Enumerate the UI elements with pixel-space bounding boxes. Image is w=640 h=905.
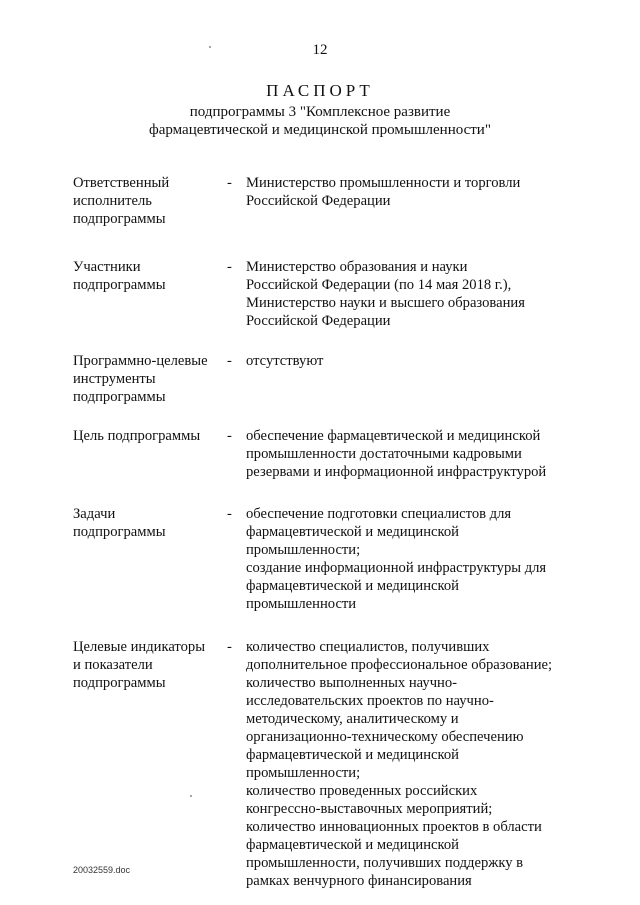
row-label: [73, 258, 223, 294]
value-line: Российской Федерации: [246, 313, 391, 329]
passport-row-indicators: [73, 638, 573, 890]
value-line: Министерство образования и науки: [246, 259, 468, 275]
label-line: Задачи: [73, 506, 116, 522]
value-line: Министерство промышленности и торговли: [246, 175, 521, 191]
row-value: [246, 352, 573, 406]
row-value: [246, 174, 573, 228]
passport-row-goal: [73, 427, 573, 481]
scan-speck: [209, 46, 211, 48]
row-dash: -: [227, 259, 232, 275]
row-label: [73, 505, 223, 541]
row-dash: -: [227, 639, 232, 655]
value-line: отсутствуют: [246, 353, 324, 369]
value-line: количество выполненных научно-: [246, 675, 458, 691]
value-line: создание информационной инфраструктуры для: [246, 560, 547, 576]
passport-table: [73, 174, 573, 890]
label-line: Цель подпрограммы: [73, 428, 201, 444]
value-line: промышленности: [246, 596, 357, 612]
value-line: фармацевтической и медицинской: [246, 524, 459, 540]
row-label: [73, 174, 223, 228]
value-line: Министерство науки и высшего образования: [246, 295, 525, 311]
value-line: промышленности;: [246, 765, 361, 781]
value-line: промышленности;: [246, 542, 361, 558]
value-line: обеспечение подготовки специалистов для: [246, 506, 512, 522]
value-line: обеспечение фармацевтической и медицинской: [246, 428, 541, 444]
file-code: 20032559.doc: [73, 865, 131, 875]
value-spacer: [246, 388, 573, 406]
label-line: подпрограммы: [73, 389, 166, 405]
value-line: промышленности, получивших поддержку в: [246, 855, 524, 871]
value-line: рамках венчурного финансирования: [246, 873, 472, 889]
value-spacer: [246, 370, 573, 388]
subtitle-line: фармацевтической и медицинской промышленности": [149, 122, 491, 138]
value-line: Российской Федерации: [246, 193, 391, 209]
value-line: количество специалистов, получивших: [246, 639, 490, 655]
label-line: Ответственный: [73, 175, 170, 191]
value-line: фармацевтической и медицинской: [246, 747, 459, 763]
row-label: [73, 352, 223, 406]
passport-row-program-tools: [73, 352, 573, 406]
scan-speck: [190, 795, 192, 797]
value-line: количество инновационных проектов в области: [246, 819, 542, 835]
label-line: подпрограммы: [73, 675, 166, 691]
document-title: ПАСПОРТ: [266, 81, 374, 100]
value-line: промышленности достаточными кадровыми: [246, 446, 522, 462]
row-dash: -: [227, 428, 232, 444]
row-dash: -: [227, 353, 232, 369]
passport-row-participants: [73, 258, 573, 330]
label-line: и показатели: [73, 657, 153, 673]
value-line: резервами и информационной инфраструктурой: [246, 464, 547, 480]
label-line: Программно-целевые: [73, 353, 208, 369]
row-label: [73, 638, 223, 692]
value-line: конгрессно-выставочных мероприятий;: [246, 801, 493, 817]
row-value: [246, 258, 573, 330]
label-line: Целевые индикаторы: [73, 639, 206, 655]
label-line: исполнитель: [73, 193, 152, 209]
passport-row-tasks: [73, 505, 573, 613]
value-line: дополнительное профессиональное образование;: [246, 657, 553, 673]
value-line: исследовательских проектов по научно-: [246, 693, 494, 709]
label-line: подпрограммы: [73, 277, 166, 293]
row-value: [246, 505, 573, 613]
label-line: подпрограммы: [73, 524, 166, 540]
document-subtitle: [0, 103, 640, 139]
value-line: Российской Федерации (по 14 мая 2018 г.),: [246, 277, 512, 293]
row-value: [246, 638, 573, 890]
row-dash: -: [227, 175, 232, 191]
passport-row-responsible-executor: [73, 174, 573, 228]
value-line: количество проведенных российских: [246, 783, 478, 799]
row-label: [73, 427, 223, 445]
page-number: 12: [312, 42, 328, 58]
value-line: фармацевтической и медицинской: [246, 578, 459, 594]
value-spacer: [246, 210, 573, 228]
label-line: подпрограммы: [73, 211, 166, 227]
label-line: Участники: [73, 259, 141, 275]
row-value: [246, 427, 573, 481]
row-dash: -: [227, 506, 232, 522]
value-line: фармацевтической и медицинской: [246, 837, 459, 853]
subtitle-line: подпрограммы 3 "Комплексное развитие: [189, 104, 451, 120]
value-line: методическому, аналитическому и: [246, 711, 459, 727]
value-line: организационно-техническому обеспечению: [246, 729, 524, 745]
label-line: инструменты: [73, 371, 156, 387]
